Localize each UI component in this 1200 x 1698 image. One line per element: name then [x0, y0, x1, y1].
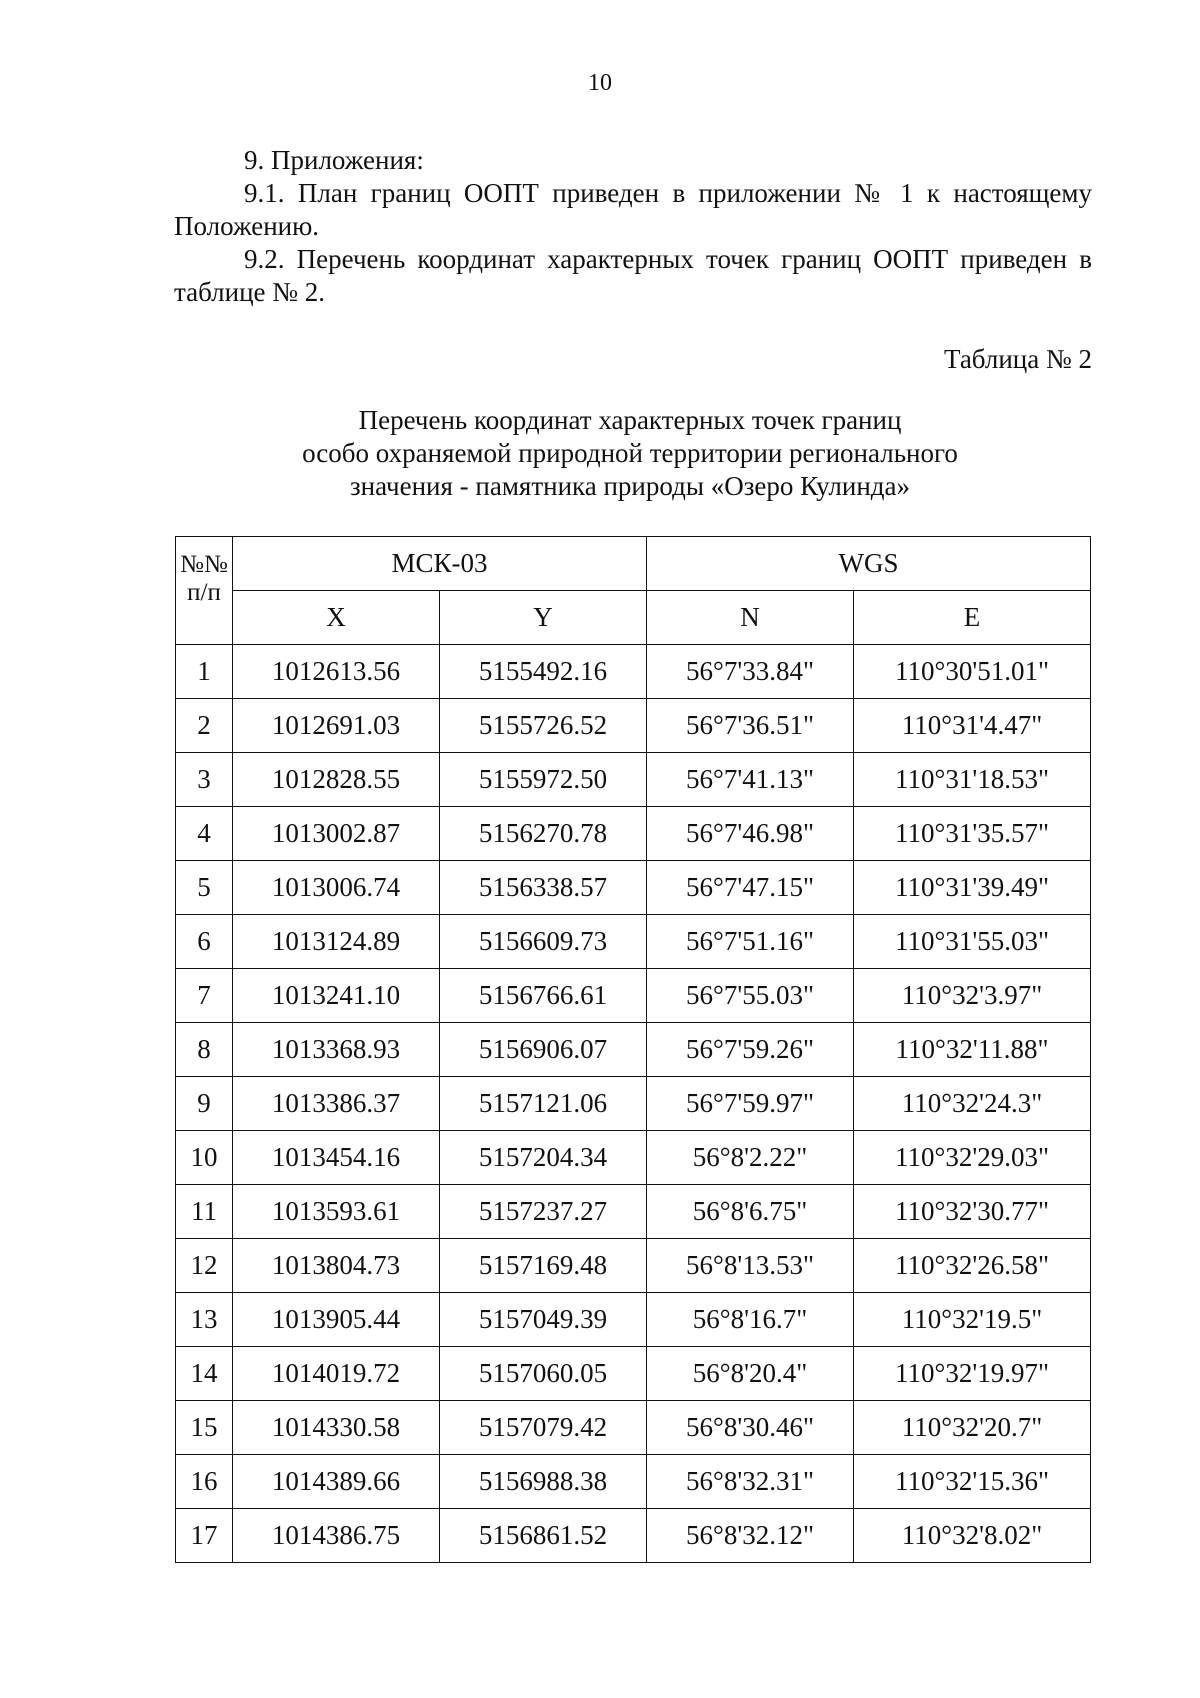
cell-e: 110°32'24.3" [854, 1077, 1091, 1131]
cell-e: 110°32'26.58" [854, 1239, 1091, 1293]
cell-y: 5155726.52 [440, 699, 647, 753]
table-title-line: особо охраняемой природной территории регионального [302, 438, 958, 468]
cell-x: 1013368.93 [233, 1023, 440, 1077]
cell-n: 56°8'2.22" [647, 1131, 854, 1185]
cell-e: 110°32'30.77" [854, 1185, 1091, 1239]
page-number: 10 [588, 70, 612, 96]
cell-x: 1012691.03 [233, 699, 440, 753]
cell-y: 5157049.39 [440, 1293, 647, 1347]
cell-x: 1013593.61 [233, 1185, 440, 1239]
cell-y: 5156609.73 [440, 915, 647, 969]
cell-x: 1014019.72 [233, 1347, 440, 1401]
cell-e: 110°32'15.36" [854, 1455, 1091, 1509]
table-row [176, 1023, 1091, 1077]
table-title [0, 404, 1200, 503]
row-number-header-line2: п/п [187, 579, 221, 606]
cell-e: 110°31'4.47" [854, 699, 1091, 753]
table-row [176, 1077, 1091, 1131]
table-row [176, 1239, 1091, 1293]
table-title-line: Перечень координат характерных точек границ [358, 405, 902, 435]
cell-n: 56°7'36.51" [647, 699, 854, 753]
cell-row-number: 17 [176, 1509, 233, 1563]
table-row [176, 1455, 1091, 1509]
cell-n: 56°8'32.31" [647, 1455, 854, 1509]
coordinates-table [175, 536, 1091, 1563]
cell-y: 5156861.52 [440, 1509, 647, 1563]
cell-row-number: 4 [176, 807, 233, 861]
column-header-n: N [647, 591, 854, 645]
cell-e: 110°32'19.5" [854, 1293, 1091, 1347]
cell-row-number: 6 [176, 915, 233, 969]
paragraph-9: 9. Приложения: [244, 145, 424, 175]
cell-n: 56°7'59.26" [647, 1023, 854, 1077]
cell-y: 5156988.38 [440, 1455, 647, 1509]
cell-y: 5157060.05 [440, 1347, 647, 1401]
cell-row-number: 1 [176, 645, 233, 699]
cell-x: 1013386.37 [233, 1077, 440, 1131]
cell-n: 56°7'47.15" [647, 861, 854, 915]
cell-e: 110°30'51.01" [854, 645, 1091, 699]
row-number-header [176, 537, 233, 645]
cell-row-number: 10 [176, 1131, 233, 1185]
body-text [174, 144, 1092, 309]
cell-e: 110°32'19.97" [854, 1347, 1091, 1401]
cell-n: 56°8'16.7" [647, 1293, 854, 1347]
cell-row-number: 16 [176, 1455, 233, 1509]
table-body [176, 645, 1091, 1563]
row-number-header-line1: №№ [180, 551, 228, 578]
cell-x: 1013241.10 [233, 969, 440, 1023]
cell-row-number: 13 [176, 1293, 233, 1347]
cell-x: 1013124.89 [233, 915, 440, 969]
paragraph-9-2: 9.2. Перечень координат характерных точек границ ООПТ приведен в таблице № 2. [174, 244, 1092, 307]
paragraph-9-1: 9.1. План границ ООПТ приведен в приложении № 1 к настоящему Положению. [174, 178, 1092, 241]
cell-row-number: 15 [176, 1401, 233, 1455]
table-row [176, 1293, 1091, 1347]
cell-e: 110°31'39.49" [854, 861, 1091, 915]
cell-x: 1013002.87 [233, 807, 440, 861]
cell-e: 110°31'18.53" [854, 753, 1091, 807]
cell-n: 56°7'33.84" [647, 645, 854, 699]
cell-y: 5155492.16 [440, 645, 647, 699]
table-title-line: значения - памятника природы «Озеро Кулинда» [350, 471, 910, 501]
cell-y: 5157169.48 [440, 1239, 647, 1293]
table-row [176, 1131, 1091, 1185]
cell-x: 1014386.75 [233, 1509, 440, 1563]
cell-y: 5156766.61 [440, 969, 647, 1023]
cell-row-number: 9 [176, 1077, 233, 1131]
cell-y: 5155972.50 [440, 753, 647, 807]
table-column-header-row [176, 591, 1091, 645]
cell-row-number: 3 [176, 753, 233, 807]
cell-e: 110°32'3.97" [854, 969, 1091, 1023]
cell-row-number: 12 [176, 1239, 233, 1293]
cell-y: 5156338.57 [440, 861, 647, 915]
cell-row-number: 7 [176, 969, 233, 1023]
wgs-group-header: WGS [647, 537, 1091, 591]
cell-n: 56°7'55.03" [647, 969, 854, 1023]
cell-y: 5156270.78 [440, 807, 647, 861]
cell-x: 1014330.58 [233, 1401, 440, 1455]
table-row [176, 1509, 1091, 1563]
cell-x: 1013804.73 [233, 1239, 440, 1293]
cell-row-number: 8 [176, 1023, 233, 1077]
cell-n: 56°8'13.53" [647, 1239, 854, 1293]
cell-n: 56°7'51.16" [647, 915, 854, 969]
cell-x: 1013454.16 [233, 1131, 440, 1185]
cell-n: 56°7'59.97" [647, 1077, 854, 1131]
table-row [176, 645, 1091, 699]
cell-row-number: 5 [176, 861, 233, 915]
table-row [176, 1185, 1091, 1239]
cell-x: 1012828.55 [233, 753, 440, 807]
cell-row-number: 11 [176, 1185, 233, 1239]
column-header-y: Y [440, 591, 647, 645]
table-row [176, 807, 1091, 861]
table-row [176, 1347, 1091, 1401]
cell-n: 56°7'41.13" [647, 753, 854, 807]
column-header-e: E [854, 591, 1091, 645]
cell-e: 110°31'55.03" [854, 915, 1091, 969]
cell-x: 1014389.66 [233, 1455, 440, 1509]
cell-e: 110°32'20.7" [854, 1401, 1091, 1455]
cell-n: 56°7'46.98" [647, 807, 854, 861]
cell-n: 56°8'6.75" [647, 1185, 854, 1239]
cell-y: 5157121.06 [440, 1077, 647, 1131]
cell-n: 56°8'20.4" [647, 1347, 854, 1401]
cell-n: 56°8'32.12" [647, 1509, 854, 1563]
cell-e: 110°32'29.03" [854, 1131, 1091, 1185]
cell-x: 1012613.56 [233, 645, 440, 699]
cell-row-number: 14 [176, 1347, 233, 1401]
column-header-x: X [233, 591, 440, 645]
table-row [176, 969, 1091, 1023]
cell-n: 56°8'30.46" [647, 1401, 854, 1455]
msk-03-group-header: МСК-03 [233, 537, 647, 591]
cell-row-number: 2 [176, 699, 233, 753]
table-row [176, 861, 1091, 915]
cell-e: 110°32'11.88" [854, 1023, 1091, 1077]
table-row [176, 1401, 1091, 1455]
table-row [176, 915, 1091, 969]
cell-x: 1013006.74 [233, 861, 440, 915]
cell-y: 5157204.34 [440, 1131, 647, 1185]
cell-y: 5157237.27 [440, 1185, 647, 1239]
table-group-header-row [176, 537, 1091, 591]
table-row [176, 753, 1091, 807]
cell-y: 5156906.07 [440, 1023, 647, 1077]
cell-e: 110°32'8.02" [854, 1509, 1091, 1563]
table-label: Таблица № 2 [944, 344, 1092, 374]
cell-x: 1013905.44 [233, 1293, 440, 1347]
table-row [176, 699, 1091, 753]
cell-e: 110°31'35.57" [854, 807, 1091, 861]
cell-y: 5157079.42 [440, 1401, 647, 1455]
